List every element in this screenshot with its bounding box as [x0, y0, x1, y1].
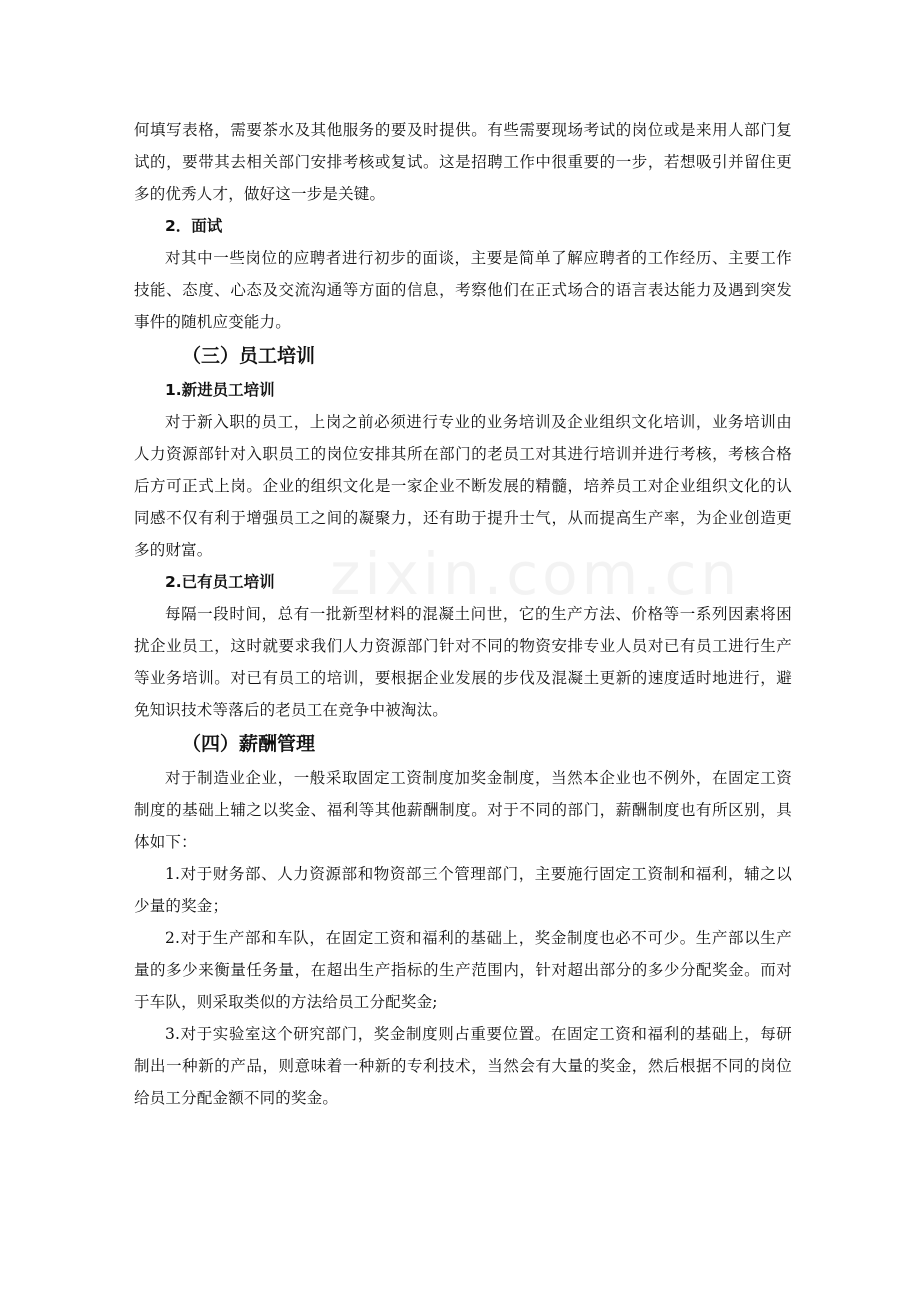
- new-staff-training-heading: 1.新进员工培训: [165, 381, 275, 399]
- existing-staff-training-heading: 2.已有员工培训: [165, 573, 275, 591]
- salary-list-item: 1.对于财务部、人力资源部和物资部三个管理部门，主要施行固定工资制和福利，辅之以少量的奖金；: [134, 865, 792, 915]
- salary-section-heading: （四）薪酬管理: [182, 733, 316, 755]
- existing-staff-training-paragraph: 每隔一段时间，总有一批新型材料的混凝土问世，它的生产方法、价格等一系列因素将困扰企业员工，这时就要求我们人力资源部门针对不同的物资安排专业人员对已有员工进行生产等业务培训。对已有员工的培训，要根据企业发展的步伐及混凝土更新的速度适时地进行，避免知识技术等落后的老员工在竞争中被淘汰。: [134, 605, 792, 719]
- watermark-text: zixin.com.cn: [330, 540, 742, 608]
- salary-paragraph: 对于制造业企业，一般采取固定工资制度加奖金制度，当然本企业也不例外，在固定工资制度的基础上辅之以奖金、福利等其他薪酬制度。对于不同的部门，薪酬制度也有所区别，具体如下：: [134, 769, 792, 851]
- salary-list-item: 3.对于实验室这个研究部门，奖金制度则占重要位置。在固定工资和福利的基础上，每研制出一种新的产品，则意味着一种新的专利技术，当然会有大量的奖金，然后根据不同的岗位给员工分配金额不同的奖金。: [134, 1025, 792, 1107]
- interview-heading: 2．面试: [165, 217, 223, 235]
- salary-list-item: 2.对于生产部和车队，在固定工资和福利的基础上，奖金制度也必不可少。生产部以生产量的多少来衡量任务量，在超出生产指标的生产范围内，针对超出部分的多少分配奖金。而对于车队，则采取类似的方法给员工分配奖金;: [134, 929, 792, 1011]
- new-staff-training-paragraph: 对于新入职的员工，上岗之前必须进行专业的业务培训及企业组织文化培训，业务培训由人力资源部针对入职员工的岗位安排其所在部门的老员工对其进行培训并进行考核，考核合格后方可正式上岗。企业的组织文化是一家企业不断发展的精髓，培养员工对企业组织文化的认同感不仅有利于增强员工之间的凝聚力，还有助于提升士气，从而提高生产率，为企业创造更多的财富。: [134, 413, 792, 559]
- training-section-heading: （三）员工培训: [182, 345, 316, 367]
- document-page: [134, 114, 792, 1114]
- intro-paragraph: 何填写表格，需要茶水及其他服务的要及时提供。有些需要现场考试的岗位或是来用人部门复试的，要带其去相关部门安排考核或复试。这是招聘工作中很重要的一步，若想吸引并留住更多的优秀人才，做好这一步是关键。: [134, 121, 792, 203]
- interview-paragraph: 对其中一些岗位的应聘者进行初步的面谈，主要是简单了解应聘者的工作经历、主要工作技能、态度、心态及交流沟通等方面的信息，考察他们在正式场合的语言表达能力及遇到突发事件的随机应变能力。: [134, 249, 792, 331]
